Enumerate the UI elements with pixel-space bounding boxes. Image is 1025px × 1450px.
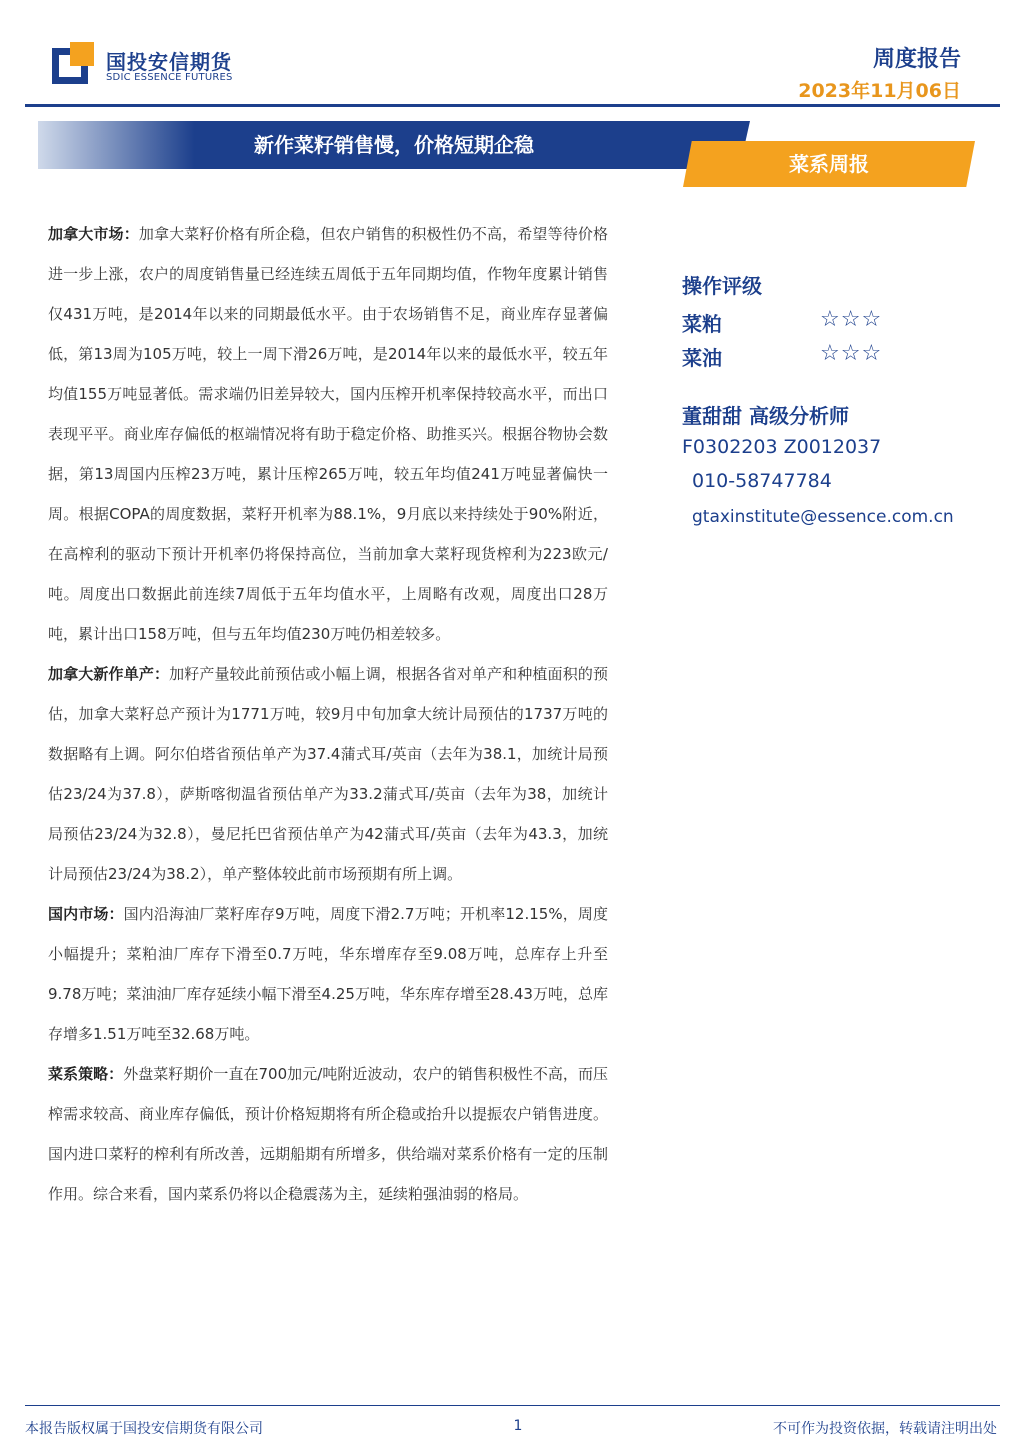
report-body — [48, 214, 608, 1214]
analyst-cert: F0302203 Z0012037 — [682, 436, 882, 458]
section-text: 外盘菜籽期价一直在700加元/吨附近波动，农户的销售积极性不高，而压榨需求较高、商业库存偏低，预计价格短期将有所企稳或抬升以提振农户销售进度。国内进口菜籽的榨利有所改善，远期船期有所增多，供给端对菜系价格有一定的压制作用。综合来看，国内菜系仍将以企稳震荡为主，延续粕强油弱的格局。 — [48, 1065, 608, 1203]
company-logo — [52, 42, 242, 88]
rating-heading: 操作评级 — [682, 274, 762, 298]
footer-disclaimer: 不可作为投资依据，转载请注明出处 — [773, 1421, 997, 1437]
section-canada-market — [48, 214, 608, 654]
analyst-email[interactable]: gtaxinstitute@essence.com.cn — [692, 507, 954, 527]
section-heading: 国内市场： — [48, 905, 124, 923]
section-text: 加籽产量较此前预估或小幅上调，根据各省对单产和种植面积的预估，加拿大菜籽总产预计为1771万吨，较9月中旬加拿大统计局预估的1737万吨的数据略有上调。阿尔伯塔省预估单产为37.4蒲式耳/英亩（去年为38.1，加统计局预估23/24为37.8），萨斯喀彻温省预估单产为33.2蒲式耳/英亩（去年为38，加统计局预估23/24为32.8），曼尼托巴省预估单产为42蒲式耳/英亩（去年为43.3，加统计局预估23/24为38.2），单产整体较此前市场预期有所上调。 — [48, 665, 608, 883]
page-number: 1 — [513, 1418, 523, 1434]
section-canada-yield — [48, 654, 608, 894]
logo-mark-icon — [52, 42, 94, 84]
report-date: 2023年11月06日 — [798, 80, 961, 102]
logo-name-en: SDIC ESSENCE FUTURES — [106, 72, 233, 83]
report-title: 新作菜籽销售慢，价格短期企稳 — [254, 133, 534, 157]
logo-name-cn: 国投安信期货 — [106, 50, 232, 74]
section-strategy — [48, 1054, 608, 1214]
analyst-phone: 010-58747784 — [692, 470, 832, 492]
section-heading: 加拿大新作单产： — [48, 665, 170, 683]
section-text: 国内沿海油厂菜籽库存9万吨，周度下滑2.7万吨；开机率12.15%，周度小幅提升；菜粕油厂库存下滑至0.7万吨，华东增库存至9.08万吨，总库存上升至9.78万吨；菜油油厂库存延续小幅下滑至4.25万吨，华东库存增至28.43万吨，总库存增多1.51万吨至32.68万吨。 — [48, 905, 608, 1043]
rating-stars-icon: ☆☆☆ — [820, 341, 883, 366]
footer-divider — [25, 1405, 1000, 1406]
section-text: 加拿大菜籽价格有所企稳，但农户销售的积极性仍不高，希望等待价格进一步上涨，农户的周度销售量已经连续五周低于五年同期均值，作物年度累计销售仅431万吨，是2014年以来的同期最低水平。由于农场销售不足，商业库存显著偏低，第13周为105万吨，较上一周下滑26万吨，是2014年以来的最低水平，较五年均值155万吨显著低。需求端仍旧差异较大，国内压榨开机率保持较高水平，而出口表现平平。商业库存偏低的枢端情况将有助于稳定价格、助推买兴。根据谷物协会数据，第13周国内压榨23万吨，累计压榨265万吨，较五年均值241万吨显著偏快一周。根据COPA的周度数据，菜籽开机率为88.1%，9月底以来持续处于90%附近，在高榨利的驱动下预计开机率仍将保持高位，当前加拿大菜籽现货榨利为223欧元/吨。周度出口数据此前连续7周低于五年均值水平，上周略有改观，周度出口28万吨，累计出口158万吨，但与五年均值230万吨仍相差较多。 — [48, 225, 608, 643]
section-heading: 菜系策略： — [48, 1065, 124, 1083]
report-type: 周度报告 — [872, 47, 961, 72]
report-category: 菜系周报 — [789, 152, 869, 176]
rating-name-oil: 菜油 — [682, 346, 722, 370]
header-divider — [25, 104, 1000, 107]
rating-name-meal: 菜粕 — [682, 312, 722, 336]
rating-stars-icon: ☆☆☆ — [820, 307, 883, 332]
section-heading: 加拿大市场： — [48, 225, 139, 243]
section-domestic-market — [48, 894, 608, 1054]
analyst-name: 董甜甜 高级分析师 — [682, 404, 849, 428]
footer-copyright: 本报告版权属于国投安信期货有限公司 — [25, 1421, 263, 1437]
